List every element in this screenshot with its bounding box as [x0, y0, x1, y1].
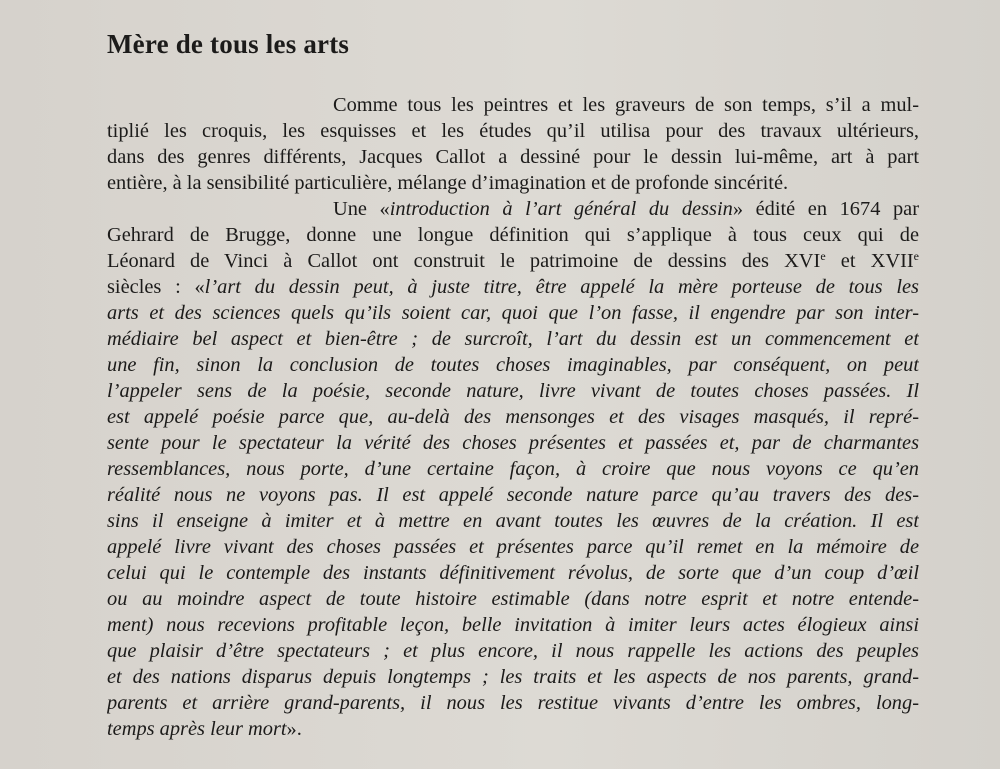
quote-italic: temps après leur mort	[107, 718, 287, 740]
quote-line: arts et des sciences quels qu’ils soient car, quoi que l’on fasse, il engendre par son inter-	[107, 302, 919, 324]
text-span: Léonard de Vinci à Callot ont construit le patrimoine de dessins des XVI	[107, 250, 821, 272]
text-line	[107, 170, 919, 196]
text-span: dans des genres différents, Jacques Callot a dessiné pour le dessin lui-même, art à part	[107, 146, 919, 168]
superscript: e	[820, 249, 826, 263]
quote-line: sente pour le spectateur la vérité des choses présentes et passées et, par de charmantes	[107, 432, 919, 454]
quote-line: parents et arrière grand-parents, il nous les restitue vivants d’entre les ombres, long-	[107, 692, 919, 714]
quote-line: est appelé poésie parce que, au-delà des mensonges et des visages masqués, il repré-	[107, 406, 919, 428]
text-span: Gehrard de Brugge, donne une longue définition qui s’applique à tous ceux qui de	[107, 224, 919, 246]
text-line	[333, 196, 919, 222]
section-title: Mère de tous les arts	[107, 29, 350, 59]
book-title-italic: introduction à l’art général du dessin	[389, 198, 733, 220]
text-span: Comme tous les peintres et les graveurs de son temps, s’il a mul-	[333, 94, 919, 116]
quote-line: sins il enseigne à imiter et à mettre en avant toutes les œuvres de la création. Il est	[107, 510, 919, 532]
quote-italic: l’art du dessin peut, à juste titre, être appelé la mère porteuse de tous les	[204, 276, 919, 298]
text-line	[107, 248, 919, 274]
text-line	[107, 716, 919, 742]
quote-line: que plaisir d’être spectateurs ; et plus encore, il nous rappelle les actions des peuples	[107, 640, 919, 662]
superscript: e	[913, 249, 919, 263]
text-line	[107, 144, 919, 170]
quote-line: ou au moindre aspect de toute histoire estimable (dans notre esprit et notre entende-	[107, 588, 919, 610]
quote-line: une fin, sinon la conclusion de toutes choses imaginables, par conséquent, on peut	[107, 354, 919, 376]
text-span: et XVII	[825, 250, 914, 272]
quote-line: l’appeler sens de la poésie, seconde nature, livre vivant de toutes choses passées. Il	[107, 380, 919, 402]
text-line	[107, 118, 919, 144]
text-line	[333, 92, 919, 118]
quote-line: médiaire bel aspect et bien-être ; de surcroît, l’art du dessin est un commencement et	[107, 328, 919, 350]
text-line	[107, 274, 919, 300]
text-span: tiplié les croquis, les esquisses et les études qu’il utilisa pour des travaux ultérieurs,	[107, 120, 919, 142]
text-span: » édité en 1674 par	[732, 198, 919, 220]
text-span: entière, à la sensibilité particulière, mélange d’imagination et de profonde sincérité.	[107, 172, 789, 194]
text-span: ».	[286, 718, 302, 740]
quote-line: réalité nous ne voyons pas. Il est appelé seconde nature parce qu’au travers des des-	[107, 484, 919, 506]
text-span: Une «	[333, 198, 390, 220]
quote-line: ressemblances, nous porte, d’une certaine façon, à croire que nous voyons ce qu’en	[107, 458, 919, 480]
quote-line: celui qui le contemple des instants définitivement révolus, de sorte que d’un coup d’œil	[107, 562, 919, 584]
text-span: siècles : «	[107, 276, 205, 298]
quote-line: ment) nous recevions profitable leçon, belle invitation à imiter leurs actes élogieux ainsi	[107, 614, 919, 636]
text-line	[107, 222, 919, 248]
quote-line: appelé livre vivant des choses passées et présentes parce qu’il remet en la mémoire de	[107, 536, 919, 558]
quote-line: et des nations disparus depuis longtemps ; les traits et les aspects de nos parents, grand-	[107, 666, 919, 688]
